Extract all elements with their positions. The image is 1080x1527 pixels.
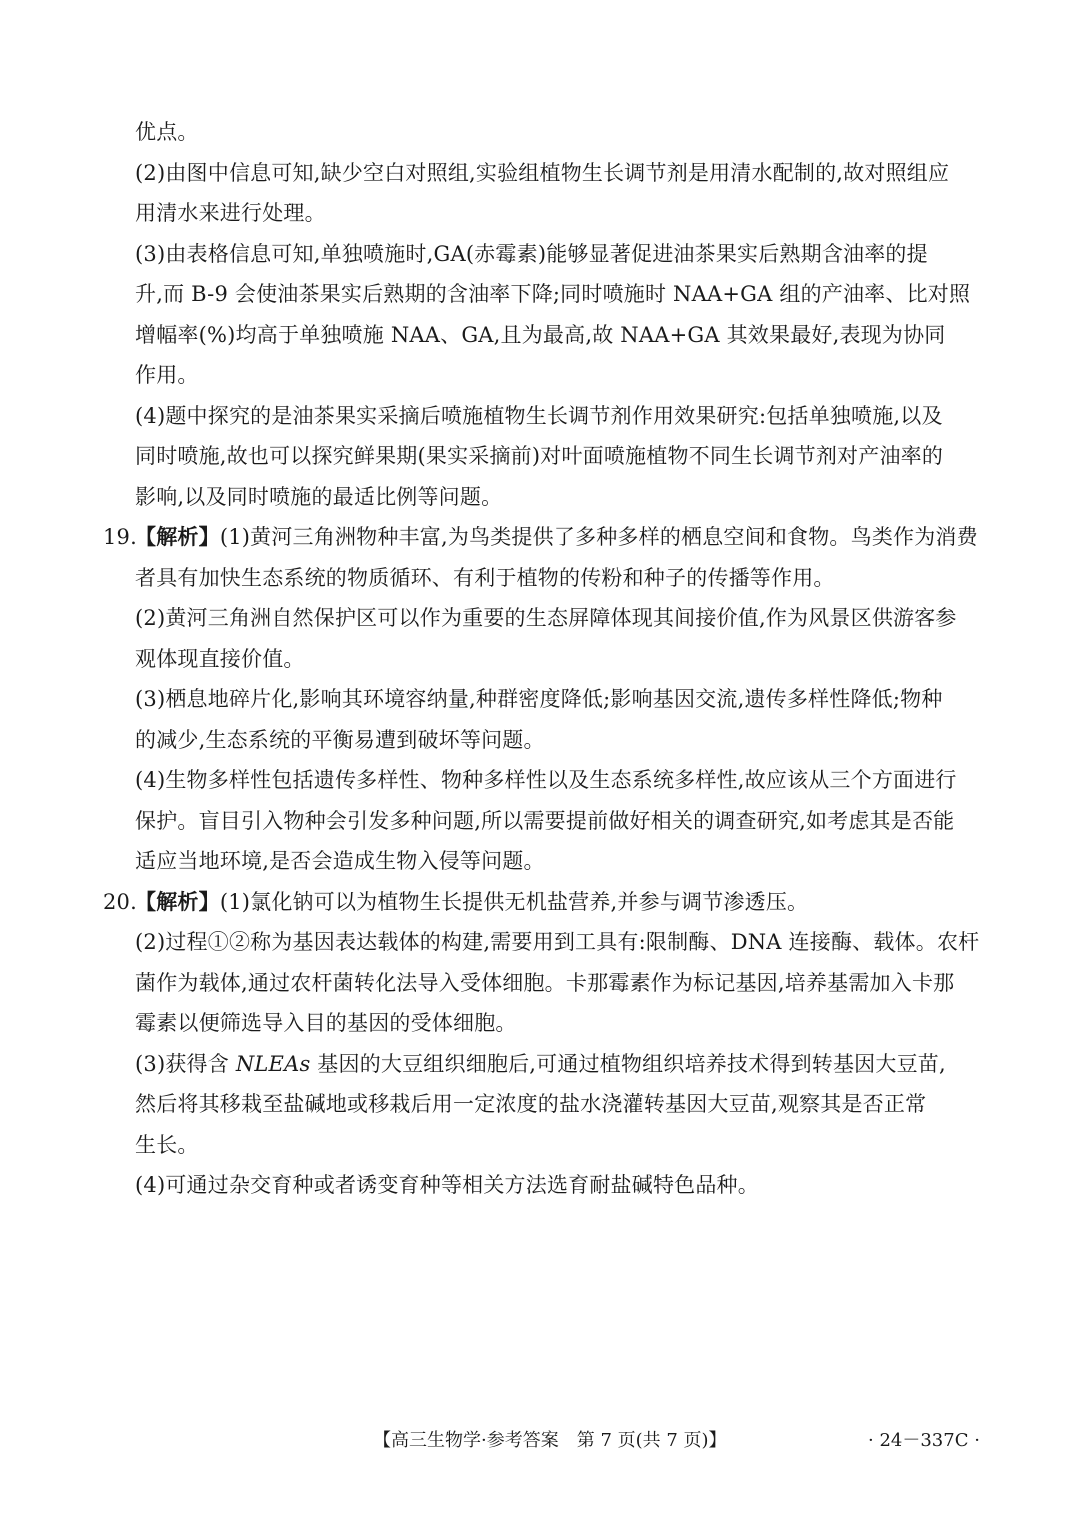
text-line: (4)生物多样性包括遗传多样性、物种多样性以及生态系统多样性,故应该从三个方面进行 [135,768,957,792]
text-line: 的减少,生态系统的平衡易遭到破坏等问题。 [135,727,545,752]
text-line: (2)黄河三角洲自然保护区可以作为重要的生态屏障体现其间接价值,作为风景区供游客参 [135,606,957,630]
footer-title: 【高三生物学·参考答案 第 7 页(共 7 页)】 [373,1430,727,1451]
text-line: 保护。盲目引入物种会引发多种问题,所以需要提前做好相关的调查研究,如考虑其是否能 [135,808,955,833]
text-line: 作用。 [135,363,199,387]
analysis-tag: 【解析】 [135,524,220,549]
text-line: 用清水来进行处理。 [135,201,326,225]
text-line: (4)可通过杂交育种或者诱变育种等相关方法选育耐盐碱特色品种。 [135,1173,759,1197]
text-line: (3)由表格信息可知,单独喷施时,GA(赤霉素)能够显著促进油茶果实后熟期含油率的提 [135,241,928,266]
text-line: 升,而 B-9 会使油茶果实后熟期的含油率下降;同时喷施时 NAA+GA 组的产油率、比对照 [135,282,971,306]
text-line: 生长。 [135,1132,199,1157]
text-line: (4)题中探究的是油茶果实采摘后喷施植物生长调节剂作用效果研究:包括单独喷施,以及 [135,403,943,428]
text-line: 霉素以便筛选导入目的基因的受体细胞。 [135,1011,517,1035]
text-segment: (3)获得含 [135,1051,236,1076]
text-line: 菌作为载体,通过农杆菌转化法导入受体细胞。卡那霉素作为标记基因,培养基需加入卡那 [135,970,955,995]
text-line: 观体现直接价值。 [135,646,305,671]
question-number: 19. [103,525,137,549]
footer-code: · 24－337C · [868,1430,980,1451]
question-19-header [103,517,983,558]
text-line: (3)栖息地碎片化,影响其环境容纳量,种群密度降低;影响基因交流,遗传多样性降低;物种 [135,687,943,711]
text-line: 影响,以及同时喷施的最适比例等问题。 [135,484,503,509]
analysis-tag: 【解析】 [135,888,220,914]
text-line: (1)黄河三角洲物种丰富,为鸟类提供了多种多样的栖息空间和食物。鸟类作为消费 [219,525,978,549]
text-line: 同时喷施,故也可以探究鲜果期(果实采摘前)对叶面喷施植物不同生长调节剂对产油率的 [135,444,944,468]
answer-content [103,112,983,1206]
text-line: (2)由图中信息可知,缺少空白对照组,实验组植物生长调节剂是用清水配制的,故对照组应 [135,160,950,185]
text-line-mixed [103,1044,983,1085]
text-line: 然后将其移栽至盐碱地或移栽后用一定浓度的盐水浇灌转基因大豆苗,观察其是否正常 [135,1092,927,1116]
text-line: 适应当地环境,是否会造成生物入侵等问题。 [135,849,545,873]
gene-name: NLEAs [235,1051,311,1076]
text-line: (1)氯化钠可以为植物生长提供无机盐营养,并参与调节渗透压。 [219,889,809,914]
text-line: (2)过程①②称为基因表达载体的构建,需要用到工具有:限制酶、DNA 连接酶、载体。农杆 [135,930,980,954]
question-number: 20. [103,889,137,914]
text-line: 优点。 [135,120,199,144]
text-segment: 基因的大豆组织细胞后,可通过植物组织培养技术得到转基因大豆苗, [310,1051,946,1076]
text-line: 者具有加快生态系统的物质循环、有利于植物的传粉和种子的传播等作用。 [135,565,835,590]
text-line: 增幅率(%)均高于单独喷施 NAA、GA,且为最高,故 NAA+GA 其效果最好,表现为协同 [135,322,946,347]
question-20-header [103,882,983,923]
